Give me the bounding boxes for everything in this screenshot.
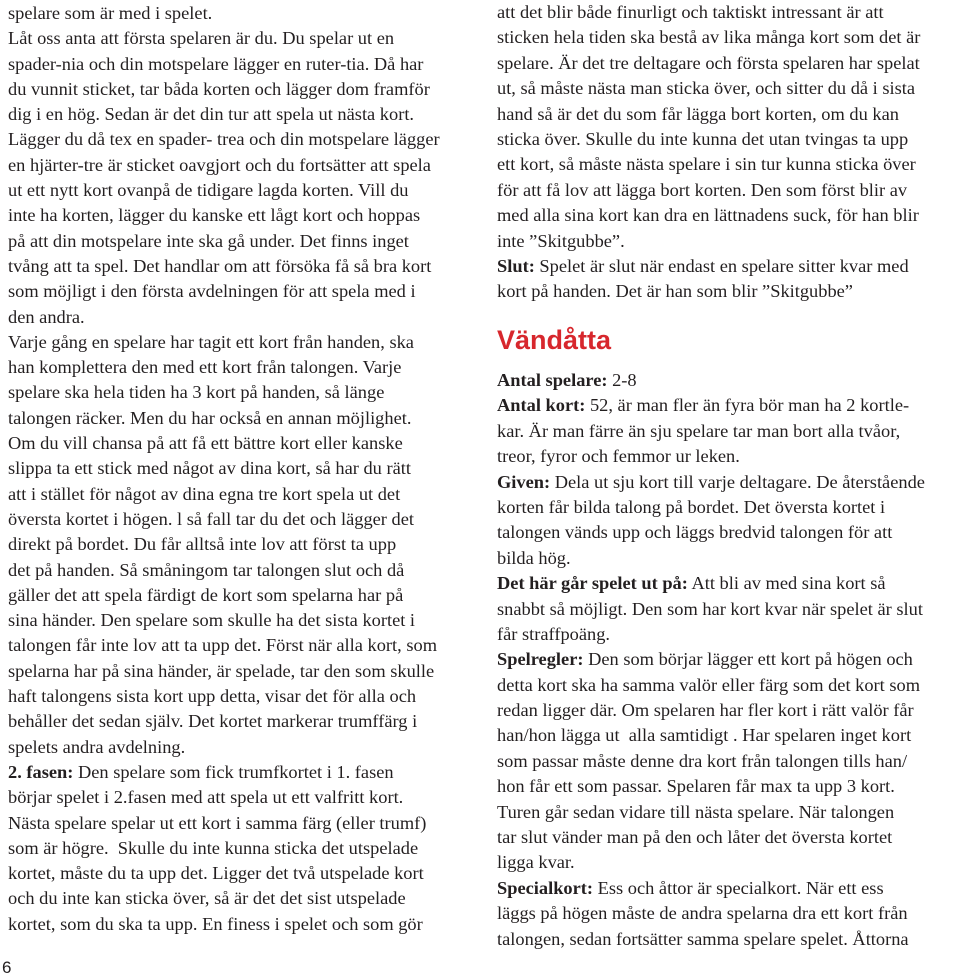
text-line bbox=[497, 647, 955, 672]
text-line: kort på handen. Det är han som blir ”Skitgubbe” bbox=[497, 281, 853, 302]
text-line: talongen, sedan fortsätter samma spelare spelet. Åttorna bbox=[497, 928, 909, 949]
text-line bbox=[497, 393, 955, 418]
text-line: börjar spelet i 2.fasen med att spela ut ett valfritt kort. bbox=[8, 787, 404, 808]
text-line: den andra. bbox=[8, 306, 85, 327]
text-line bbox=[8, 760, 458, 785]
text-span: Dela ut sju kort till varje deltagare. De återstående bbox=[550, 471, 925, 492]
text-line: redan ligger där. Om spelaren har fler kort i rätt valör får bbox=[497, 700, 914, 721]
text-line: ligga kvar. bbox=[497, 852, 575, 873]
text-line: hand så är det du som får lägga bort korten, om du kan bbox=[497, 103, 899, 124]
text-line: sina händer. Den spelare som skulle ha det sista kortet i bbox=[8, 610, 416, 631]
text-line: talongen räcker. Men du har också en annan möjlighet. bbox=[8, 407, 412, 428]
section-label: Slut: bbox=[497, 255, 535, 276]
text-line: ut, så måste nästa man sticka över, och sitter du då i sista bbox=[497, 78, 916, 99]
text-line: tar slut vänder man på den och låter det översta kortet bbox=[497, 827, 893, 848]
text-line: Lägger du då tex en spader- trea och din motspelare lägger bbox=[8, 129, 440, 150]
text-span: Den spelare som fick trumfkortet i 1. fasen bbox=[73, 761, 394, 782]
text-line bbox=[497, 470, 955, 495]
text-line: spelare som är med i spelet. bbox=[8, 3, 213, 23]
text-line: detta kort ska ha samma valör eller färg som det kort som bbox=[497, 674, 921, 695]
right-column-bottom bbox=[497, 368, 955, 952]
text-line: hon får ett som passar. Spelaren får max ta upp 3 kort. bbox=[497, 776, 895, 797]
text-line: kar. Är man färre än sju spelare tar man bort alla tvåor, bbox=[497, 420, 901, 441]
text-line bbox=[497, 368, 955, 393]
page-number: 6 bbox=[2, 958, 12, 977]
text-line: talongen vänds upp och läggs bredvid talongen för att bbox=[497, 522, 893, 543]
text-line: han komplettera den med ett kort från talongen. Varje bbox=[8, 357, 402, 378]
text-line: med alla sina kort kan dra en lättnadens suck, för han blir bbox=[497, 205, 919, 226]
text-line: Om du vill chansa på att få ett bättre kort eller kanske bbox=[8, 433, 403, 454]
text-line: Varje gång en spelare har tagit ett kort från handen, ska bbox=[8, 331, 414, 352]
text-span: Ess och åttor är specialkort. När ett ess bbox=[593, 877, 884, 898]
section-label: Specialkort: bbox=[497, 877, 594, 898]
text-line: får straffpoäng. bbox=[497, 623, 611, 644]
text-line: Turen går sedan vidare till nästa spelare. När talongen bbox=[497, 801, 895, 822]
text-line: snabbt så möjligt. Den som har kort kvar när spelet är slut bbox=[497, 598, 923, 619]
text-line: en hjärter-tre är sticket oavgjort och du fortsätter att spela bbox=[8, 154, 431, 175]
text-line bbox=[497, 876, 955, 901]
text-line: du vunnit sticket, tar båda korten och lägger dom framför bbox=[8, 78, 430, 99]
section-label: Spelregler: bbox=[497, 649, 584, 670]
text-line: som möjligt i den första avdelningen för att spela med i bbox=[8, 281, 416, 302]
text-line: spelarna har på sina händer, är spelade, tar den som skulle bbox=[8, 660, 435, 681]
text-line: för att få lov att lägga bort korten. Den som först blir av bbox=[497, 179, 908, 200]
text-line: läggs på högen måste de andra spelarna dra ett kort från bbox=[497, 903, 908, 924]
left-column bbox=[8, 1, 458, 937]
text-line: översta kortet i högen. l så fall tar du det och lägger det bbox=[8, 508, 414, 529]
text-line: spelare. Är det tre deltagare och första spelaren har spelat bbox=[497, 52, 920, 73]
text-line: talongen får inte lov att ta upp det. Först när alla kort, som bbox=[8, 635, 438, 656]
section-label: 2. fasen: bbox=[8, 761, 74, 782]
text-line: slippa ta ett stick med något av dina kort, så har du rätt bbox=[8, 458, 411, 479]
text-line: gäller det att spela färdigt de kort som spelarna har på bbox=[8, 584, 404, 605]
text-line: spelare ska hela tiden ha 3 kort på handen, så länge bbox=[8, 382, 385, 403]
text-line: att i stället för något av dina egna tre kort spela ut det bbox=[8, 483, 401, 504]
text-span: Den som börjar lägger ett kort på högen och bbox=[583, 649, 913, 670]
text-line: spelets andra avdelning. bbox=[8, 736, 186, 757]
text-line: Nästa spelare spelar ut ett kort i samma färg (eller trumf) bbox=[8, 812, 427, 833]
text-line: behåller det sedan själv. Det kortet markerar trumffärg i bbox=[8, 711, 418, 732]
text-line: treor, fyror och femmor ur leken. bbox=[497, 446, 740, 467]
text-span: 2-8 bbox=[607, 370, 637, 390]
text-line: dig i en hög. Sedan är det din tur att spela ut nästa kort. bbox=[8, 104, 415, 125]
section-label: Antal kort: bbox=[497, 395, 586, 416]
text-span: 52, är man fler än fyra bör man ha 2 kortle- bbox=[585, 395, 910, 416]
section-label: Given: bbox=[497, 471, 551, 492]
text-line: direkt på bordet. Du får alltså inte lov att först ta upp bbox=[8, 534, 397, 555]
text-line: kortet, måste du ta upp det. Ligger det två utspelade kort bbox=[8, 863, 424, 884]
text-line: haft talongens sista kort upp detta, visar det för alla och bbox=[8, 686, 417, 707]
text-line: spader-nia och din motspelare lägger en ruter-tia. Då har bbox=[8, 53, 424, 74]
text-line: att det blir både finurligt och taktiskt intressant är att bbox=[497, 2, 884, 22]
text-line: ett kort, så måste nästa spelare i sin tur kunna sticka över bbox=[497, 154, 916, 175]
text-line: sticken hela tiden ska bestå av lika många kort som det är bbox=[497, 27, 921, 48]
text-line: han/hon lägga ut alla samtidigt . Har spelaren inget kort bbox=[497, 725, 912, 746]
right-column-top bbox=[497, 0, 955, 305]
text-span: Spelet är slut när endast en spelare sitter kvar med bbox=[534, 255, 909, 276]
text-line: inte ha korten, lägger du kanske ett lågt kort och hoppas bbox=[8, 205, 421, 226]
text-line: bilda hög. bbox=[497, 547, 571, 568]
section-label: Antal spelare: bbox=[497, 370, 608, 390]
game-title: Vändåtta bbox=[497, 325, 612, 355]
text-line: korten får bilda talong på bordet. Det översta kortet i bbox=[497, 496, 886, 517]
text-line: tvång att ta spel. Det handlar om att försöka få så bra kort bbox=[8, 255, 432, 276]
text-span: Att bli av med sina kort så bbox=[687, 573, 886, 594]
text-line bbox=[497, 571, 955, 596]
text-line: kortet, som du ska ta upp. En finess i spelet och som gör bbox=[8, 913, 423, 934]
text-line: och du inte kan sticka över, så är det det sist utspelade bbox=[8, 888, 406, 909]
text-line: som passar måste denne dra kort från talongen tills han/ bbox=[497, 750, 908, 771]
text-line: ut ett nytt kort ovanpå de tidigare lagda korten. Vill du bbox=[8, 180, 409, 201]
text-line: Låt oss anta att första spelaren är du. Du spelar ut en bbox=[8, 28, 395, 49]
text-line bbox=[497, 254, 955, 279]
text-line: sticka över. Skulle du inte kunna det utan tvingas ta upp bbox=[497, 128, 909, 149]
section-label: Det här går spelet ut på: bbox=[497, 573, 688, 594]
text-line: på att din motspelare inte ska gå under. Det finns inget bbox=[8, 230, 409, 251]
text-line: det på handen. Så småningom tar talongen slut och då bbox=[8, 559, 405, 580]
text-line: inte ”Skitgubbe”. bbox=[497, 230, 625, 251]
text-line: som är högre. Skulle du inte kunna sticka det utspelade bbox=[8, 837, 419, 858]
